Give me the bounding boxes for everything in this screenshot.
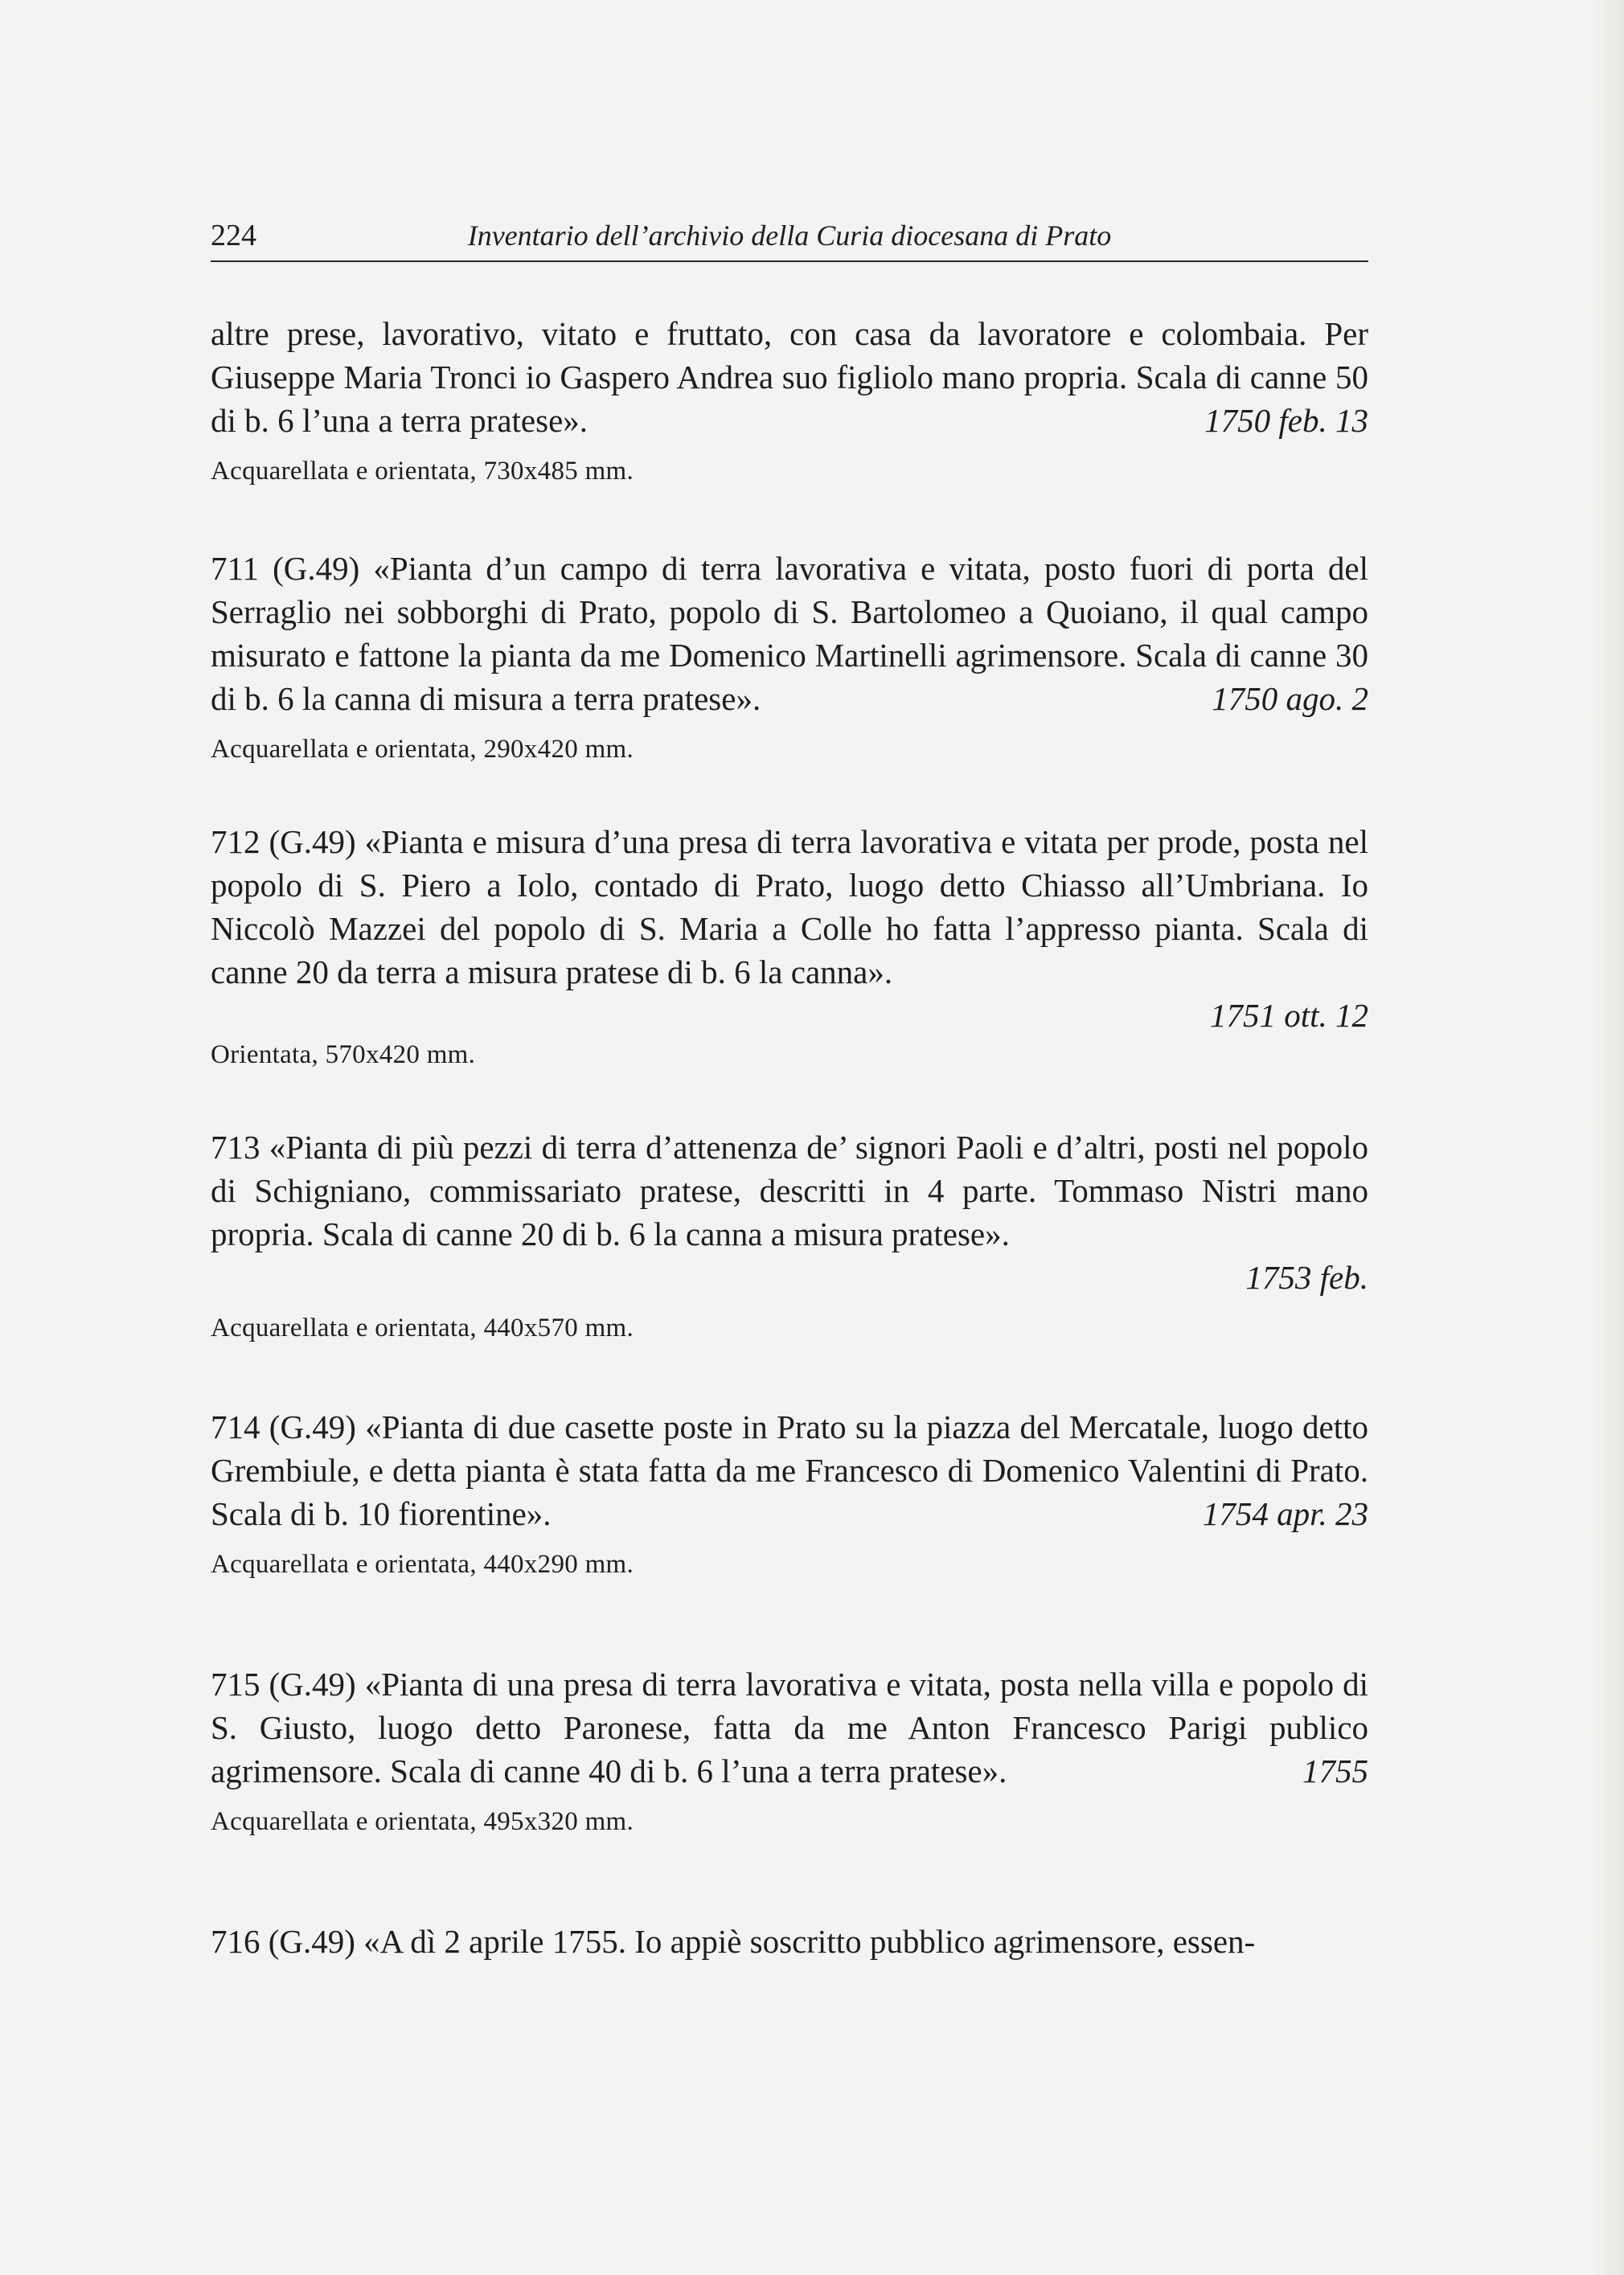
entry-physical-note: Acquarellata e orientata, 730x485 mm. <box>211 457 634 486</box>
running-title: Inventario dell’archivio della Curia diocesana di Prato <box>467 219 1112 252</box>
entry-date: 1751 ott. 12 <box>1209 997 1368 1034</box>
entry-physical-note: Acquarellata e orientata, 440x570 mm. <box>211 1314 634 1342</box>
page-header <box>211 215 1368 262</box>
entry-715 <box>211 1662 1368 1839</box>
entry-physical-note: Acquarellata e orientata, 495x320 mm. <box>211 1807 634 1836</box>
entry-716 <box>211 1920 1368 1963</box>
entry-description: 712 (G.49) «Pianta e misura d’una presa di terra lavorativa e vitata per prode, posta nel popolo di S. Piero a Iolo, contado di Prato, luogo detto Chiasso all’Umbriana. Io Niccolò Mazzei del popolo di S. Maria a Colle ho fatta l’appresso pianta. Scala di canne 20 da terra a misura pratese di b. 6 la canna». <box>211 823 1368 990</box>
entry-714 <box>211 1405 1368 1582</box>
entry-date: 1750 ago. 2 <box>1212 680 1368 717</box>
entry-description: 716 (G.49) «A dì 2 aprile 1755. Io appiè soscritto pubblico agrimensore, essen- <box>211 1923 1256 1960</box>
page-edge-shadow <box>1592 0 1624 2275</box>
entry-710-continuation <box>211 312 1368 489</box>
entry-712 <box>211 820 1368 1072</box>
entry-physical-note: Orientata, 570x420 mm. <box>211 1040 476 1069</box>
entry-date: 1750 feb. 13 <box>1204 402 1368 439</box>
entry-date: 1753 feb. <box>1245 1259 1368 1296</box>
entry-physical-note: Acquarellata e orientata, 290x420 mm. <box>211 735 634 764</box>
entry-description: 714 (G.49) «Pianta di due casette poste in Prato su la piazza del Mercatale, luogo detto Grembiule, e detta pianta è stata fatta da me Francesco di Domenico Valentini di Prato. Scala di b. 10 fiorentine». <box>211 1408 1368 1532</box>
entry-description: 711 (G.49) «Pianta d’un campo di terra lavorativa e vitata, posto fuori di porta del Serraglio nei sobborghi di Prato, popolo di S. Bartolomeo a Quoiano, il qual campo misurato e fattone la pianta da me Domenico Martinelli agrimensore. Scala di canne 30 di b. 6 la canna di misura a terra pratese». <box>211 550 1368 717</box>
entry-physical-note: Acquarellata e orientata, 440x290 mm. <box>211 1550 634 1579</box>
entry-date: 1754 apr. 23 <box>1202 1495 1368 1532</box>
entry-description: 713 «Pianta di più pezzi di terra d’attenenza de’ signori Paoli e d’altri, posti nel popolo di Schigniano, commissariato pratese, descritti in 4 parte. Tommaso Nistri mano propria. Scala di canne 20 di b. 6 la canna a misura pratese». <box>211 1129 1368 1252</box>
inventory-entries <box>211 312 1368 1963</box>
entry-711 <box>211 547 1368 767</box>
entry-description: altre prese, lavorativo, vitato e fruttato, con casa da lavoratore e colombaia. Per Giuseppe Maria Tronci io Gaspero Andrea suo figliolo mano propria. Scala di canne 50 di b. 6 l’una a terra pratese». <box>211 315 1368 439</box>
entry-713 <box>211 1125 1368 1346</box>
entry-description: 715 (G.49) «Pianta di una presa di terra lavorativa e vitata, posta nella villa e popolo di S. Giusto, luogo detto Paronese, fatta da me Anton Francesco Parigi publico agrimensore. Scala di canne 40 di b. 6 l’una a terra pratese». <box>211 1666 1368 1789</box>
page-number: 224 <box>211 219 256 252</box>
entry-date: 1755 <box>1302 1752 1368 1789</box>
